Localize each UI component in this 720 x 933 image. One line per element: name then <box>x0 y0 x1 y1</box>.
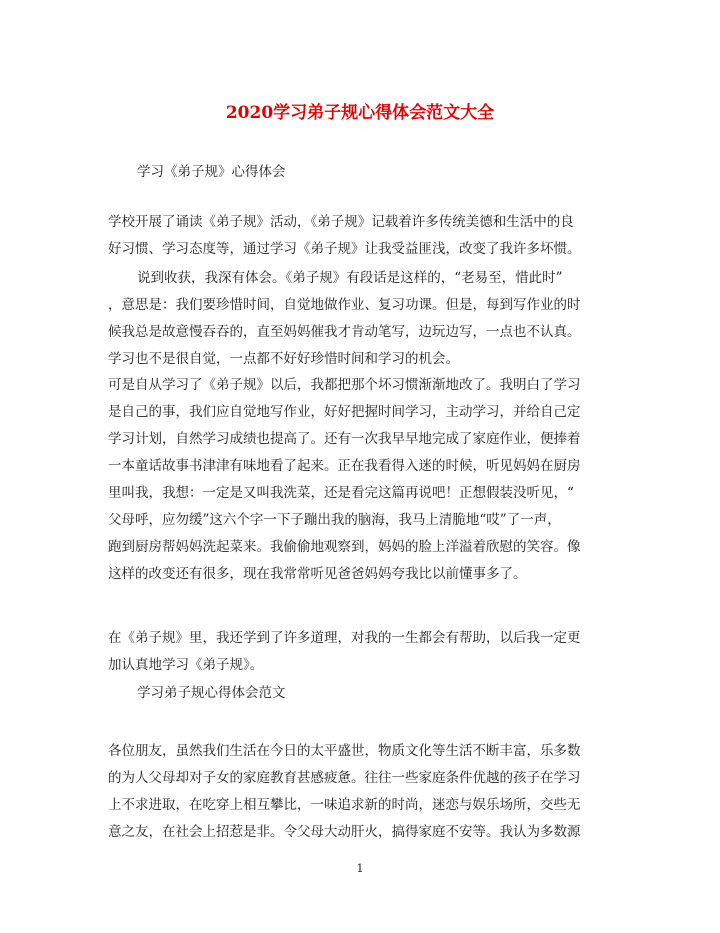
paragraph-line: 父母呼，应勿缓”这六个字一下子蹦出我的脑海，我马上清脆地“哎”了一声， <box>108 512 561 528</box>
paragraph-line: 加认真地学习《弟子规》。 <box>108 657 264 673</box>
section-heading-2: 学习弟子规心得体会范文 <box>137 685 286 701</box>
paragraph-line: 这样的改变还有很多，现在我常常听见爸爸妈妈夸我比以前懂事多了。 <box>108 566 527 582</box>
paragraph-line: 里叫我，我想：一定是又叫我洗菜，还是看完这篇再说吧！正想假装没听见，“ <box>108 485 574 501</box>
paragraph-line: 一本童话故事书津津有味地看了起来。正在我看得入迷的时候，听见妈妈在厨房 <box>108 458 581 474</box>
paragraph-line: 是自己的事，我们应自觉地写作业，好好把握时间学习，主动学习，并给自己定 <box>108 404 581 420</box>
paragraph-line: 上不求进取，在吃穿上相互攀比，一味追求新的时尚，迷恋与娱乐场所，交些无 <box>108 797 581 813</box>
paragraph-line: 可是自从学习了《弟子规》以后，我都把那个坏习惯渐渐地改了。我明白了学习 <box>108 377 581 393</box>
document-title: 2020学习弟子规心得体会范文大全 <box>225 103 495 123</box>
paragraph-line: 学习计划，自然学习成绩也提高了。还有一次我早早地完成了家庭作业，便捧着 <box>108 431 581 447</box>
paragraph-line: 学习也不是很自觉，一点都不好好珍惜时间和学习的机会。 <box>108 351 459 367</box>
paragraph-line: 学校开展了诵读《弟子规》活动，《弟子规》记载着许多传统美德和生活中的良 <box>108 214 574 230</box>
paragraph-line: 跑到厨房帮妈妈洗起菜来。我偷偷地观察到，妈妈的脸上洋溢着欣慰的笑容。像 <box>108 539 581 555</box>
paragraph-line: 好习惯、学习态度等，通过学习《弟子规》让我受益匪浅，改变了我许多坏惯。 <box>108 241 581 257</box>
paragraph-line: 的为人父母却对子女的家庭教育甚感疲惫。往往一些家庭条件优越的孩子在学习 <box>108 770 581 786</box>
paragraph-line: ，意思是：我们要珍惜时间，自觉地做作业、复习功课。但是，每到写作业的时 <box>108 297 581 313</box>
paragraph-line: 意之友，在社会上招惹是非。令父母大动肝火，搞得家庭不安等。我认为多数源 <box>108 824 581 840</box>
paragraph-line: 候我总是故意慢吞吞的，直至妈妈催我才肯动笔写，边玩边写，一点也不认真。 <box>108 324 581 340</box>
section-heading-1: 学习《弟子规》心得体会 <box>137 164 286 180</box>
page-number: 1 <box>356 862 364 875</box>
paragraph-line: 在《弟子规》里，我还学到了许多道理，对我的一生都会有帮助，以后我一定更 <box>108 630 581 646</box>
paragraph-line: 说到收获，我深有体会。《弟子规》有段话是这样的，“老易至，惜此时” <box>137 270 563 286</box>
paragraph-line: 各位朋友，虽然我们生活在今日的太平盛世，物质文化等生活不断丰富，乐多数 <box>108 743 581 759</box>
